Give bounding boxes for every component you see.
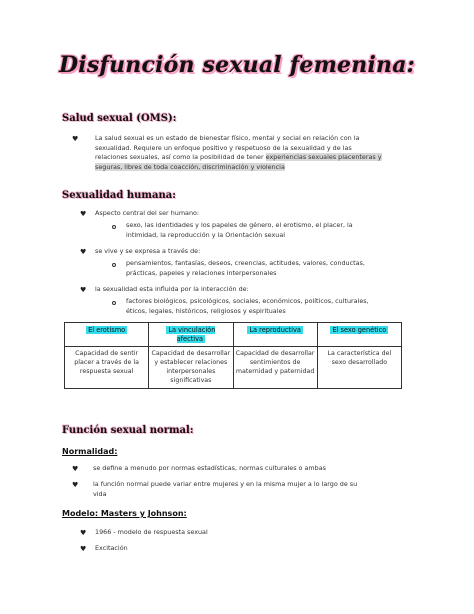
- table-header-cell: [149, 323, 233, 347]
- table-header-cell: [317, 323, 401, 347]
- sexualidad-sub-3-line-1: factores biológicos, psicológicos, sociales, económicos, políticos, culturales,: [126, 297, 369, 305]
- table-cell: La característica del sexo desarrollado: [317, 347, 401, 389]
- table-header-cell: [233, 323, 317, 347]
- page-title: Disfunción sexual femenina:: [59, 52, 415, 78]
- salud-highlight-1: experiencias sexuales placenteras y: [265, 153, 382, 162]
- sexualidad-heading: Sexualidad humana:: [62, 190, 176, 201]
- heart-icon: ♥: [80, 210, 87, 218]
- sexualidad-sub-2-line-1: pensamientos, fantasías, deseos, creencias, actitudes, valores, conductas,: [126, 259, 365, 267]
- sexualidad-sub-3-line-2: éticos, legales, históricos, religiosos y espirituales: [126, 306, 286, 315]
- heart-icon: ♥: [80, 545, 87, 553]
- sexualidad-bullet-2: se vive y se expresa a través de:: [95, 247, 201, 255]
- salud-line-2: sexualidad. Requiere un enfoque positivo y respetuoso de la sexualidad y de las: [95, 143, 352, 152]
- table-header-cell: [65, 323, 149, 347]
- table-header-label: La vinculación afectiva: [168, 326, 216, 343]
- sexualidad-bullet-1: Aspecto central del ser humano:: [95, 209, 200, 217]
- heart-icon: ♥: [80, 286, 87, 294]
- sexualidad-sub-1: [126, 221, 426, 240]
- modelo-heading: Modelo: Masters y Johnson:: [62, 509, 187, 518]
- salud-line-3-text: relaciones sexuales, así como la posibilidad de tener: [95, 153, 266, 162]
- table-cell: Capacidad de desarrollar y establecer relaciones interpersonales significativas: [149, 347, 233, 389]
- heart-icon: ♥: [72, 481, 79, 489]
- circle-bullet-icon: [112, 225, 116, 229]
- salud-line-1: La salud sexual es un estado de bienestar físico, mental y social en relación con la: [95, 134, 360, 142]
- sexualidad-sub-2-line-2: prácticas, papeles y relaciones interpersonales: [126, 268, 277, 277]
- table-header-label: El erotismo: [88, 326, 126, 334]
- heart-icon: ♥: [72, 135, 79, 143]
- salud-line-4: [95, 163, 435, 173]
- table-header-row: [65, 323, 402, 347]
- normalidad-bullet-2-line-2: vida: [93, 489, 107, 498]
- sexualidad-bullet-3: la sexualidad esta influida por la interacción de:: [95, 285, 249, 293]
- sexualidad-sub-1-line-1: sexo, las identidades y los papeles de género, el erotismo, el placer, la: [126, 221, 353, 229]
- salud-paragraph: [95, 134, 435, 172]
- modelo-bullet-2: Excitación: [95, 544, 128, 552]
- dimensions-table: [64, 322, 402, 389]
- table-cell: Capacidad de desarrollar sentimientos de maternidad y paternidad: [233, 347, 317, 389]
- salud-line-3: [95, 153, 435, 163]
- heart-icon: ♥: [80, 529, 87, 537]
- table-header-label: El sexo genético: [332, 326, 387, 334]
- table-row: [65, 347, 402, 389]
- normalidad-heading: Normalidad:: [62, 447, 118, 456]
- funcion-heading: Función sexual normal:: [62, 425, 194, 436]
- normalidad-bullet-2: [93, 480, 423, 499]
- heart-icon: ♥: [80, 248, 87, 256]
- circle-bullet-icon: [112, 301, 116, 305]
- modelo-bullet-1: 1966 - modelo de respuesta sexual: [95, 528, 208, 536]
- circle-bullet-icon: [112, 263, 116, 267]
- salud-highlight-2: seguras, libres de toda coacción, discriminación y violencia: [95, 162, 285, 171]
- sexualidad-sub-3: [126, 297, 426, 316]
- sexualidad-sub-1-line-2: intimidad, la reproducción y la Orientación sexual: [126, 230, 286, 239]
- table-header-label: La reproductiva: [249, 326, 301, 334]
- heart-icon: ♥: [72, 465, 79, 473]
- sexualidad-sub-2: [126, 259, 426, 278]
- normalidad-bullet-2-line-1: la función normal puede variar entre mujeres y en la misma mujer a lo largo de su: [93, 480, 358, 488]
- normalidad-bullet-1: se define a menudo por normas estadísticas, normas culturales o ambas: [93, 464, 326, 472]
- table-cell: Capacidad de sentir placer a través de la respuesta sexual: [65, 347, 149, 389]
- salud-heading: Salud sexual (OMS):: [62, 113, 177, 124]
